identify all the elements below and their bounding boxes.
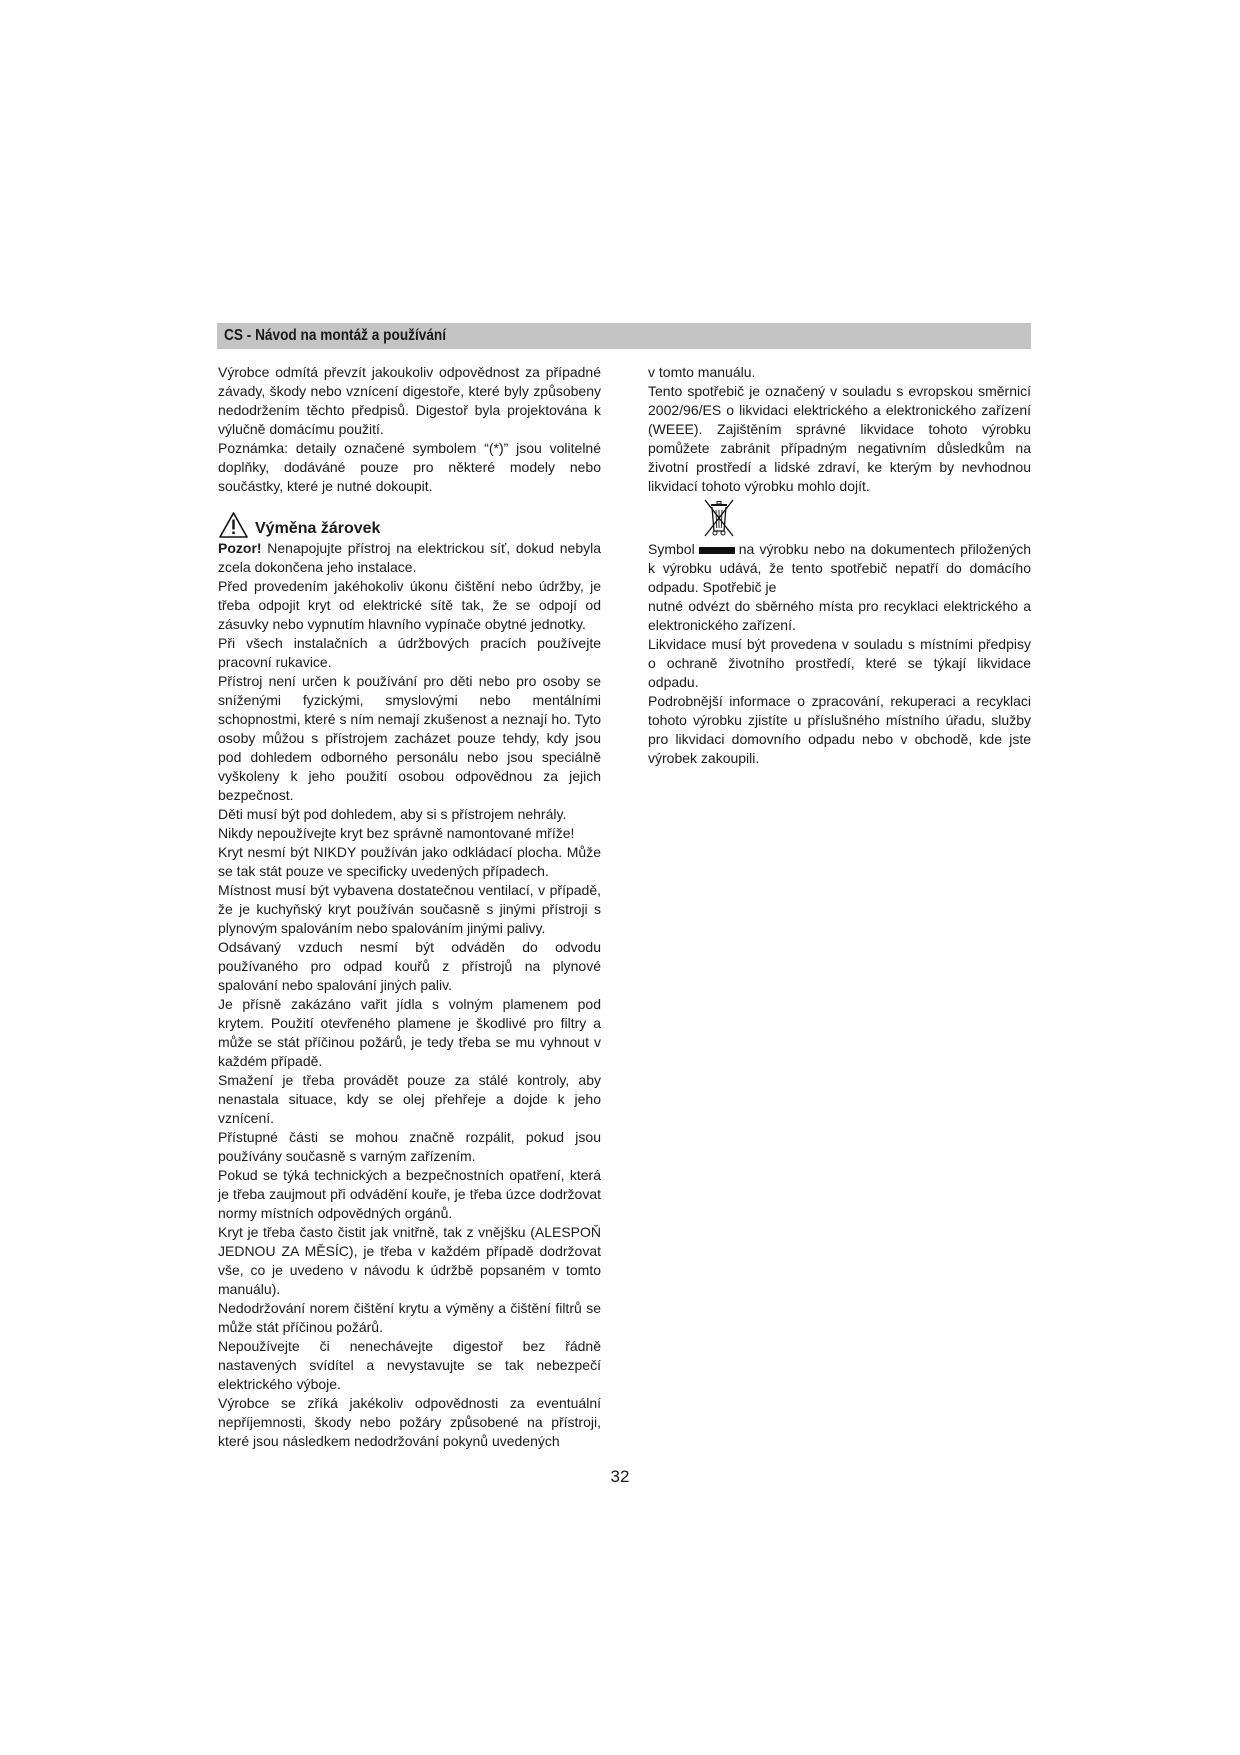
body-paragraph: Děti musí být pod dohledem, aby si s přístrojem nehrály. [218, 806, 567, 822]
section-heading [218, 509, 601, 539]
body-paragraph: Tento spotřebič je označený v souladu s evropskou směrnicí 2002/96/ES o likvidaci elektrického a elektronického zařízení (WEEE). Zajištěním správné likvidace tohoto výrobku pomůžete zabránit případným negativním důsledkům na životní prostředí a lidské zdraví, ke kterým by nevhodnou likvidací tohoto výrobku mohlo dojít. [648, 383, 1031, 494]
body-paragraph: Nepoužívejte či nenechávejte digestoř bez řádně nastavených svídítel a nevystavujte se tak nebezpečí elektrického výboje. [218, 1338, 601, 1392]
body-paragraph: Kryt je třeba často čistit jak vnitřně, tak z vnějšku (ALESPOŇ JEDNOU ZA MĚSÍC), je třeba v každém případě dodržovat vše, co je uvedeno v návodu k údržbě popsaném v tomto manuálu). [218, 1224, 601, 1297]
body-paragraph: Přístroj není určen k používání pro děti nebo pro osoby se sníženými fyzickými, smyslovými nebo mentálními schopnostmi, které s ním nemají zkušenost a neznají ho. Tyto osoby můžou s přístrojem zacházet pouze tehdy, kdy jsou pod dohledem odborného personálu nebo jsou speciálně vyškoleny k jeho použití osobou odpovědnou za jejich bezpečnost. [218, 673, 601, 803]
body-paragraph: Nikdy nepoužívejte kryt bez správně namontované mříže! [218, 825, 575, 841]
body-paragraph: Smažení je třeba provádět pouze za stálé kontroly, aby nenastala situace, kdy se olej přehřeje a dojde k jeho vznícení. [218, 1072, 601, 1126]
body-paragraph: Pokud se týká technických a bezpečnostních opatření, která je třeba zaujmout při odvádění kouře, je třeba úzce dodržovat normy místních odpovědných orgánů. [218, 1167, 601, 1221]
body-paragraph: Místnost musí být vybavena dostatečnou ventilací, v případě, že je kuchyňský kryt používán současně s jinými přístroji s plynovým spalováním nebo spalováním jinými palivy. [218, 882, 601, 936]
body-paragraph: Odsávaný vzduch nesmí být odváděn do odvodu používaného pro odpad kouřů z přístrojů na plynové spalování nebo spalování jiných paliv. [218, 939, 601, 993]
black-bar-symbol-icon [699, 547, 735, 554]
symbol-text: na výrobku nebo na dokumentech přiložených k výrobku udává, že tento spotřebič nepatří do domácího odpadu. Spotřebič je [648, 541, 1031, 595]
body-paragraph: Nedodržování norem čištění krytu a výměny a čištění filtrů se může stát příčinou požárů. [218, 1300, 601, 1335]
intro-paragraph: Poznámka: detaily označené symbolem “(*)” jsou volitelné doplňky, dodáváné pouze pro některé modely nebo součástky, které je nutné dokoupit. [218, 440, 601, 494]
symbol-word: Symbol [648, 541, 695, 557]
crossed-out-bin-icon [702, 498, 736, 538]
warning-text: Nenapojujte přístroj na elektrickou síť, dokud nebyla zcela dokončena jeho instalace. [218, 540, 601, 575]
body-paragraph: Při všech instalačních a údržbových pracích používejte pracovní rukavice. [218, 635, 601, 670]
body-paragraph: Podrobnější informace o zpracování, rekuperaci a recyklaci tohoto výrobku zjistíte u příslušného místního úřadu, služby pro likvidaci domovního odpadu nebo v obchodě, kde jste výrobek zakoupili. [648, 693, 1031, 766]
warning-paragraph [218, 539, 601, 577]
body-paragraph: v tomto manuálu. [648, 364, 756, 380]
left-column [218, 363, 601, 1451]
weee-symbol-area [648, 496, 1031, 540]
section-header-bar [217, 323, 1031, 349]
section-heading-text: Výměna žárovek [255, 520, 381, 537]
page-number: 32 [610, 1467, 630, 1486]
body-paragraph: Kryt nesmí být NIKDY používán jako odkládací plocha. Může se tak stát pouze ve specificky uvedených případech. [218, 844, 601, 879]
intro-paragraph: Výrobce odmítá převzít jakoukoliv odpovědnost za případné závady, škody nebo vznícení digestoře, které byly způsobeny nedodržením těchto předpisů. Digestoř byla projektována k výlučně domácímu použití. [218, 364, 601, 437]
body-paragraph: Je přísně zakázáno vařit jídla s volným plamenem pod krytem. Použití otevřeného plamene je škodlivé pro filtry a může se stát příčinou požárů, je tedy třeba se mu vyhnout v každém případě. [218, 996, 601, 1069]
body-paragraph: Likvidace musí být provedena v souladu s místními předpisy o ochraně životního prostředí, které se týkají likvidace odpadu. [648, 636, 1031, 690]
body-paragraph: nutné odvézt do sběrného místa pro recyklaci elektrického a elektronického zařízení. [648, 598, 1031, 633]
warning-triangle-icon [218, 511, 249, 539]
body-paragraph: Před provedením jakéhokoliv úkonu čištění nebo údržby, je třeba odpojit kryt od elektrické sítě tak, že se odpojí od zásuvky nebo vypnutím hlavního vypínače obytné jednotky. [218, 578, 601, 632]
symbol-paragraph [648, 540, 1031, 597]
right-column [648, 363, 1031, 768]
warning-label: Pozor! [218, 540, 262, 556]
page-title: CS - Návod na montáž a používání [224, 327, 447, 344]
body-paragraph: Přístupné části se mohou značně rozpálit, pokud jsou používány současně s varným zařízením. [218, 1129, 601, 1164]
body-paragraph: Výrobce se zříká jakékoliv odpovědnosti za eventuální nepříjemnosti, škody nebo požáry způsobené na přístroji, které jsou následkem nedodržování pokynů uvedených [218, 1395, 601, 1449]
